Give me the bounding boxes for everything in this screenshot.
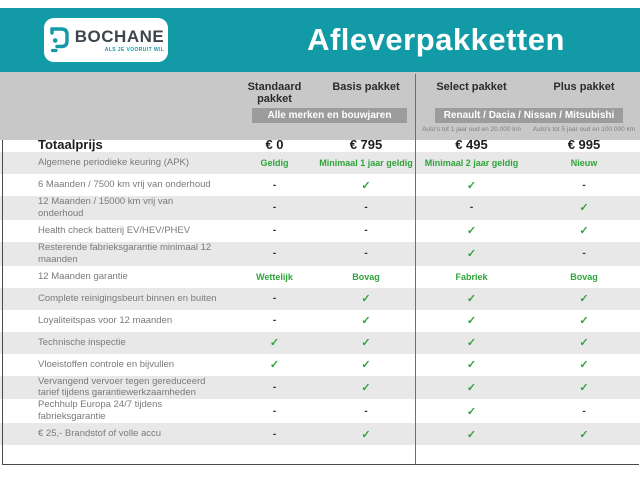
row-label: Complete reinigingsbeurt binnen en buiten (38, 292, 217, 304)
row-label: Vervangend vervoer tegen gereduceerd tarief tijdens garantiewerkzaamheden (38, 375, 206, 399)
subtitle-basis (317, 125, 415, 135)
row-label: Pechhulp Europa 24/7 tijdens fabrieksgarantie (38, 399, 163, 423)
price-basis: € 795 (349, 137, 383, 152)
brand-name: BOCHANE (74, 26, 165, 46)
header-bar (0, 8, 640, 72)
value-text: Minimaal 1 jaar geldig (319, 158, 413, 168)
subtitle-plus: Auto's tot 5 jaar oud en 100.000 km (532, 126, 636, 133)
subtitle-standaard (232, 125, 317, 135)
table-row (0, 174, 640, 196)
check-icon: ✓ (466, 225, 477, 238)
table-row (0, 310, 640, 332)
total-price-label: Totaalprijs (38, 137, 103, 152)
check-icon: ✓ (466, 337, 477, 349)
not-included-dash: - (272, 179, 277, 191)
check-icon: ✓ (466, 381, 477, 394)
value-text: Bovag (352, 271, 380, 282)
subtitle-select: Auto's tot 1 jaar oud en 20.000 km (422, 126, 521, 133)
spacer (0, 125, 232, 135)
table-row (0, 376, 640, 400)
spacer (0, 81, 232, 105)
check-icon: ✓ (466, 248, 477, 261)
row-label: 6 Maanden / 7500 km vrij van onderhoud (38, 179, 211, 191)
package-names-row (0, 72, 640, 105)
price-standaard: € 0 (265, 137, 284, 152)
group-bands-row (0, 108, 640, 123)
check-icon: ✓ (579, 381, 589, 394)
not-included-dash: - (272, 315, 277, 326)
check-icon: ✓ (466, 428, 477, 441)
column-select-pakket: Select pakket (436, 81, 507, 93)
price-select: € 495 (455, 137, 488, 152)
check-icon: ✓ (269, 337, 280, 349)
not-included-dash: - (272, 225, 277, 237)
table-row (0, 354, 640, 376)
logo-text (75, 28, 164, 53)
check-icon: ✓ (466, 359, 477, 371)
price-plus: € 995 (567, 137, 601, 152)
table-row (0, 220, 640, 242)
check-icon: ✓ (361, 293, 371, 305)
check-icon: ✓ (466, 405, 477, 418)
table-body (0, 152, 640, 445)
row-label: Resterende fabrieksgarantie minimaal 12 maanden (38, 241, 212, 265)
not-included-dash: - (364, 405, 368, 417)
value-text: Nieuw (570, 158, 598, 168)
value-text: Wettelijk (256, 271, 293, 282)
check-icon: ✓ (579, 337, 589, 349)
brand-logo (44, 18, 168, 62)
row-label: Loyaliteitspas voor 12 maanden (38, 314, 173, 326)
not-included-dash: - (272, 428, 277, 440)
row-label: € 25,- Brandstof of volle accu (38, 428, 162, 440)
row-label: Algemene periodieke keuring (APK) (38, 157, 190, 169)
subtitles-row (0, 125, 640, 135)
check-icon: ✓ (579, 315, 589, 327)
group-band-renault-dacia-nissan-mitsubishi: Renault / Dacia / Nissan / Mitsubishi (435, 108, 623, 123)
column-plus-pakket: Plus pakket (553, 81, 615, 93)
page-title: Afleverpakketten (307, 22, 565, 57)
group-band-all-brands: Alle merken en bouwjaren (252, 108, 407, 123)
not-included-dash: - (364, 225, 368, 237)
check-icon: ✓ (361, 315, 371, 327)
column-standaard-pakket: Standaard pakket (247, 81, 302, 105)
check-icon: ✓ (361, 179, 371, 192)
row-label: Vloeistoffen controle en bijvullen (38, 358, 175, 370)
value-text: Minimaal 2 jaar geldig (424, 158, 519, 168)
check-icon: ✓ (361, 359, 371, 371)
not-included-dash: - (272, 405, 277, 417)
check-icon: ✓ (361, 381, 371, 394)
row-label: 12 Maanden / 15000 km vrij van onderhoud (38, 196, 174, 219)
row-label: 12 Maanden garantie (38, 270, 128, 282)
check-icon: ✓ (466, 179, 477, 192)
row-label: Technische inspectie (38, 336, 126, 348)
table-row (0, 288, 640, 310)
table-row (0, 266, 640, 288)
value-text: Geldig (260, 158, 289, 168)
check-icon: ✓ (361, 428, 371, 441)
value-text: Bovag (570, 271, 598, 282)
table-header (0, 72, 640, 152)
not-included-dash: - (582, 405, 586, 417)
table-row (0, 332, 640, 354)
not-included-dash: - (272, 202, 277, 214)
not-included-dash: - (364, 202, 368, 214)
not-included-dash: - (582, 179, 586, 191)
column-basis-pakket: Basis pakket (332, 81, 400, 93)
value-text: Fabriek (455, 271, 488, 282)
table-row (0, 242, 640, 266)
not-included-dash: - (272, 248, 277, 260)
table-row (0, 399, 640, 423)
check-icon: ✓ (579, 293, 589, 305)
total-price-row (0, 137, 640, 152)
check-icon: ✓ (579, 202, 589, 215)
table-left-border (2, 140, 3, 464)
table-row (0, 423, 640, 445)
not-included-dash: - (272, 293, 277, 304)
not-included-dash: - (582, 248, 586, 260)
check-icon: ✓ (579, 428, 589, 441)
not-included-dash: - (272, 381, 277, 393)
check-icon: ✓ (269, 359, 280, 371)
brand-tagline: ALS JE VOORUIT WIL (104, 46, 165, 53)
bochane-logo-icon (48, 25, 70, 55)
column-group-divider (415, 74, 416, 464)
check-icon: ✓ (466, 293, 477, 305)
check-icon: ✓ (579, 225, 589, 238)
table-row (0, 196, 640, 220)
check-icon: ✓ (466, 315, 477, 327)
not-included-dash: - (469, 202, 474, 214)
row-label: Health check batterij EV/HEV/PHEV (38, 224, 191, 236)
not-included-dash: - (364, 248, 368, 260)
table-bottom-border (2, 464, 639, 465)
table-row (0, 152, 640, 174)
check-icon: ✓ (579, 359, 589, 371)
check-icon: ✓ (361, 337, 371, 349)
